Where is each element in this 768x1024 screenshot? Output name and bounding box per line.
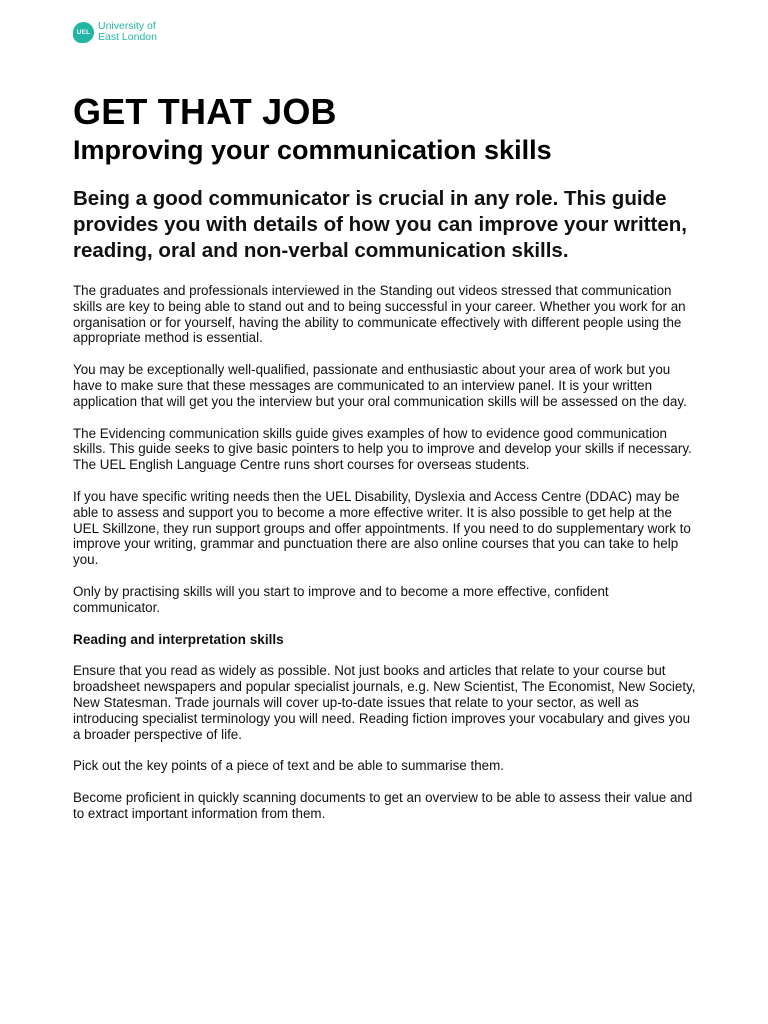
section-heading: Reading and interpretation skills: [73, 631, 284, 647]
page-subtitle: Improving your communication skills: [73, 135, 552, 165]
uel-logo-text: [98, 21, 157, 43]
paragraph-2: You may be exceptionally well-qualified, passionate and enthusiastic about your area of work but you have to make sure that these messages are communicated to an interview panel. It is your written application that will get you the interview but your oral communication skills will be assessed on the day.: [73, 362, 687, 409]
section-paragraph-1: Ensure that you read as widely as possible. Not just books and articles that relate to your course but broadsheet newspapers and popular specialist journals, e.g. New Scientist, The Economist, New Society, New Statesman. Trade journals will cover up-to-date issues that relate to your sector, as well as introducing specialist terminology you will need. Reading fiction improves your vocabulary and gives you a broader perspective of life.: [73, 663, 696, 742]
section-paragraph-2: Pick out the key points of a piece of text and be able to summarise them.: [73, 758, 504, 774]
document-page: [73, 18, 697, 822]
uel-logo-line1: University of: [98, 20, 156, 32]
paragraph-5: Only by practising skills will you start to improve and to become a more effective, confident communicator.: [73, 583, 609, 615]
uel-logo: [73, 18, 697, 46]
uel-logo-mark-text: UEL: [76, 28, 91, 36]
page-title: GET THAT JOB: [73, 91, 337, 132]
body-text: [73, 283, 697, 822]
paragraph-1: The graduates and professionals interviewed in the Standing out videos stressed that communication skills are key to being able to stand out and to being successful in your career. Whether you work for an organisation or for yourself, having the ability to communicate effectively with different people using the appropriate method is essential.: [73, 283, 686, 346]
paragraph-4: If you have specific writing needs then the UEL Disability, Dyslexia and Access Centre (DDAC) may be able to assess and support you to become a more effective writer. It is also possible to get help at the UEL Skillzone, they run support groups and offer appointments. If you need to do supplementary work to improve your writing, grammar and punctuation there are also online courses that you can take to help you.: [73, 488, 691, 568]
lead-paragraph: Being a good communicator is crucial in any role. This guide provides you with details of how you can improve your written, reading, oral and non-verbal communication skills.: [73, 187, 687, 262]
paragraph-3: The Evidencing communication skills guide gives examples of how to evidence good communication skills. This guide seeks to give basic pointers to help you to improve and develop your skills if necessary. The UEL English Language Centre runs short courses for overseas students.: [73, 425, 692, 473]
uel-logo-line2: East London: [98, 31, 157, 43]
section-paragraph-3: Become proficient in quickly scanning documents to get an overview to be able to assess their value and to extract important information from them.: [73, 790, 693, 821]
uel-logo-icon: [73, 22, 94, 43]
